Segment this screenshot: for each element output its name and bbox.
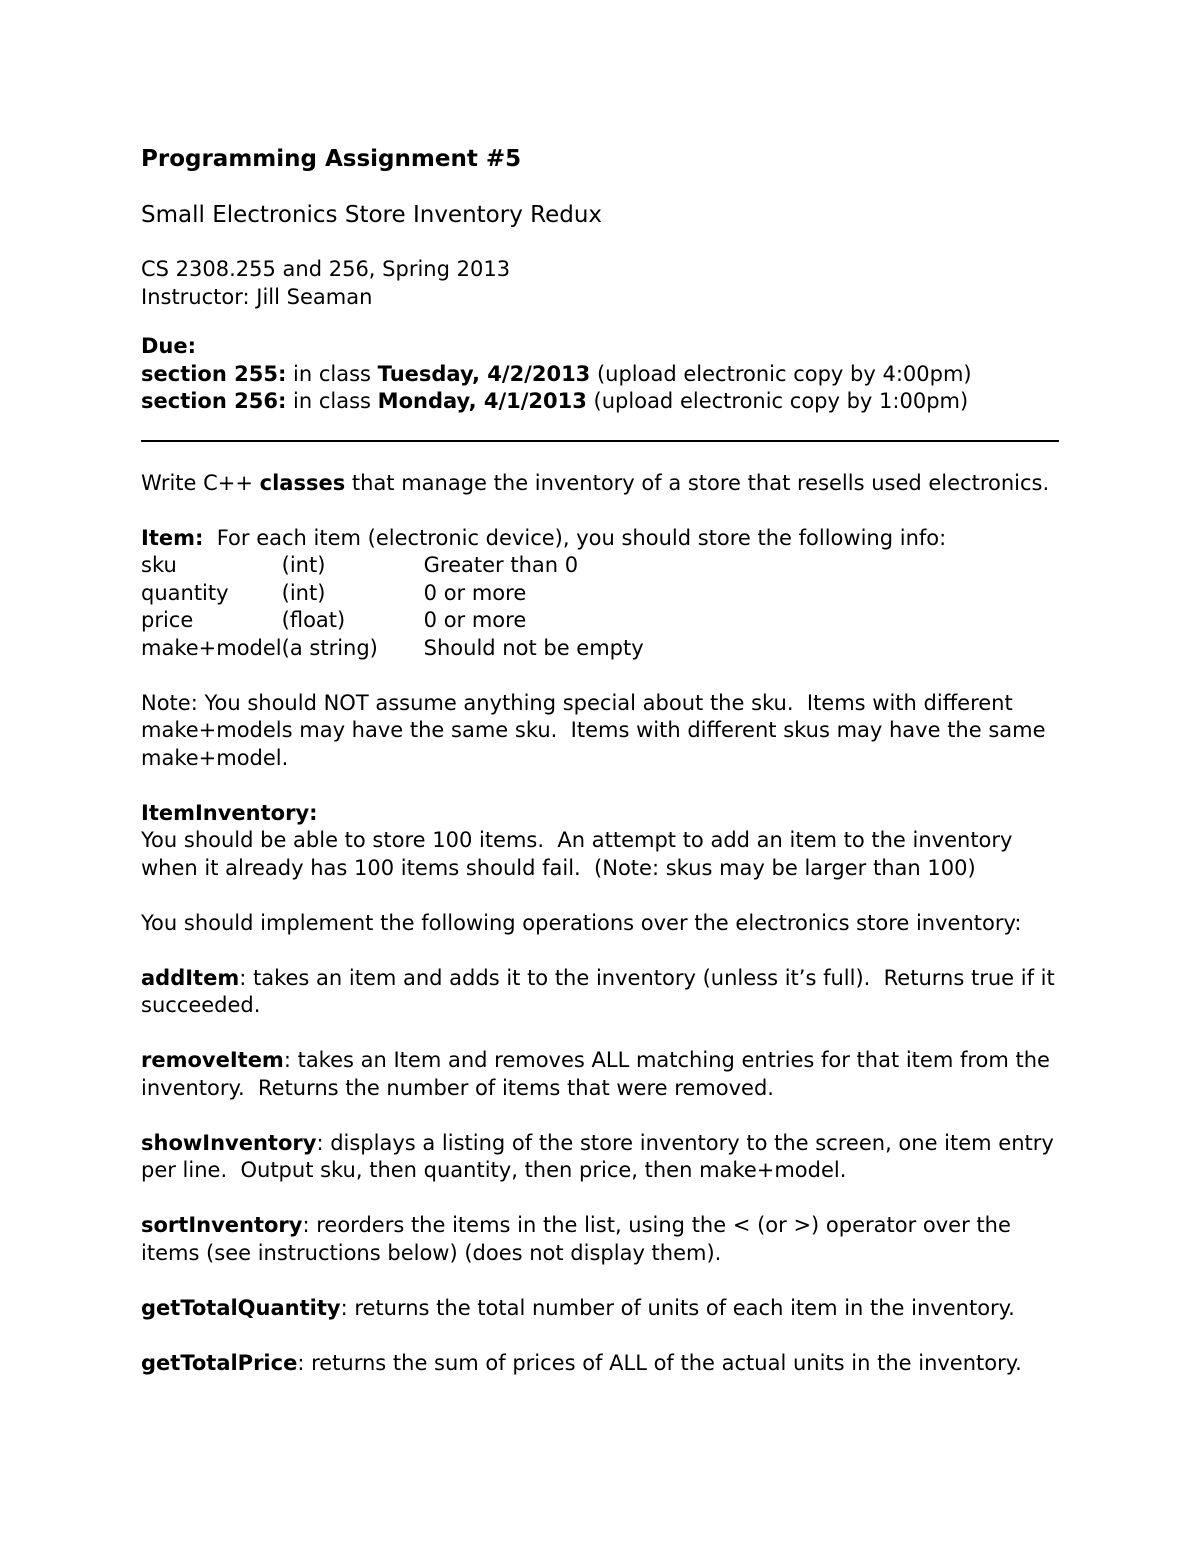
operation-remove-item: removeItem: takes an Item and removes ALL matching entries for that item from the inventory. Returns the number of items that were removed. bbox=[141, 1048, 1050, 1100]
operation-show-inventory: showInventory: displays a listing of the store inventory to the screen, one item entry per line. Output sku, then quantity, then price, then make+model. bbox=[141, 1130, 1054, 1182]
operation-name: getTotalPrice bbox=[141, 1350, 298, 1375]
inventory-line: You should be able to store 100 items. An attempt to add an item to the inventory bbox=[141, 828, 1013, 852]
operation-get-total-price: getTotalPrice: returns the sum of prices of ALL of the actual units in the inventory. bbox=[141, 1350, 1022, 1375]
field-constraint: Should not be empty bbox=[423, 635, 644, 660]
table-row bbox=[141, 607, 644, 635]
due-section-255: section 255: in class Tuesday, 4/2/2013 (upload electronic copy by 4:00pm) bbox=[141, 361, 972, 386]
horizontal-rule bbox=[141, 440, 1059, 442]
operation-name: getTotalQuantity bbox=[141, 1295, 341, 1320]
field-name: sku bbox=[141, 553, 177, 577]
field-name: make+model bbox=[141, 635, 282, 660]
field-name: price bbox=[141, 608, 194, 632]
document-page bbox=[141, 142, 1059, 1377]
table-row bbox=[141, 552, 644, 580]
note-line: Note: You should NOT assume anything special about the sku. Items with different bbox=[141, 690, 1013, 715]
inventory-line: when it already has 100 items should fail. (Note: skus may be larger than 100) bbox=[141, 855, 976, 880]
operation-sort-inventory: sortInventory: reorders the items in the list, using the < (or >) operator over the items (see instructions below) (does not display them). bbox=[141, 1213, 1011, 1265]
operation-name: removeItem bbox=[141, 1048, 284, 1072]
field-type: (a string) bbox=[281, 635, 378, 660]
table-row bbox=[141, 635, 644, 663]
operation-name: sortInventory bbox=[141, 1213, 303, 1237]
instructor-line: Instructor: Jill Seaman bbox=[141, 284, 373, 309]
due-section-256: section 256: in class Monday, 4/1/2013 (upload electronic copy by 1:00pm) bbox=[141, 389, 969, 413]
field-type: (int) bbox=[281, 580, 326, 605]
note-line: make+model. bbox=[141, 745, 289, 770]
operation-add-item: addItem: takes an item and adds it to the inventory (unless it’s full). Returns true if it succeeded. bbox=[141, 965, 1055, 1017]
inventory-heading: ItemInventory: bbox=[141, 800, 318, 825]
document-subtitle: Small Electronics Store Inventory Redux bbox=[141, 202, 603, 228]
field-type: (float) bbox=[281, 608, 346, 632]
item-heading: Item: For each item (electronic device), you should store the following info: bbox=[141, 525, 947, 550]
operations-intro: You should implement the following operations over the electronics store inventory: bbox=[141, 910, 1022, 935]
field-name: quantity bbox=[141, 580, 229, 605]
field-constraint: 0 or more bbox=[423, 608, 527, 632]
field-constraint: Greater than 0 bbox=[423, 553, 579, 577]
due-label: Due: bbox=[141, 334, 197, 358]
operation-name: addItem bbox=[141, 965, 240, 990]
field-type: (int) bbox=[281, 553, 326, 577]
item-fields-table bbox=[141, 552, 644, 662]
table-row bbox=[141, 580, 644, 608]
operation-name: showInventory bbox=[141, 1130, 317, 1155]
course-line: CS 2308.255 and 256, Spring 2013 bbox=[141, 257, 511, 281]
document-title: Programming Assignment #5 bbox=[141, 146, 522, 172]
intro-paragraph: Write C++ classes that manage the inventory of a store that resells used electronics. bbox=[141, 470, 1050, 495]
operation-get-total-quantity: getTotalQuantity: returns the total number of units of each item in the inventory. bbox=[141, 1295, 1015, 1320]
field-constraint: 0 or more bbox=[423, 580, 527, 605]
note-line: make+models may have the same sku. Items with different skus may have the same bbox=[141, 718, 1046, 742]
